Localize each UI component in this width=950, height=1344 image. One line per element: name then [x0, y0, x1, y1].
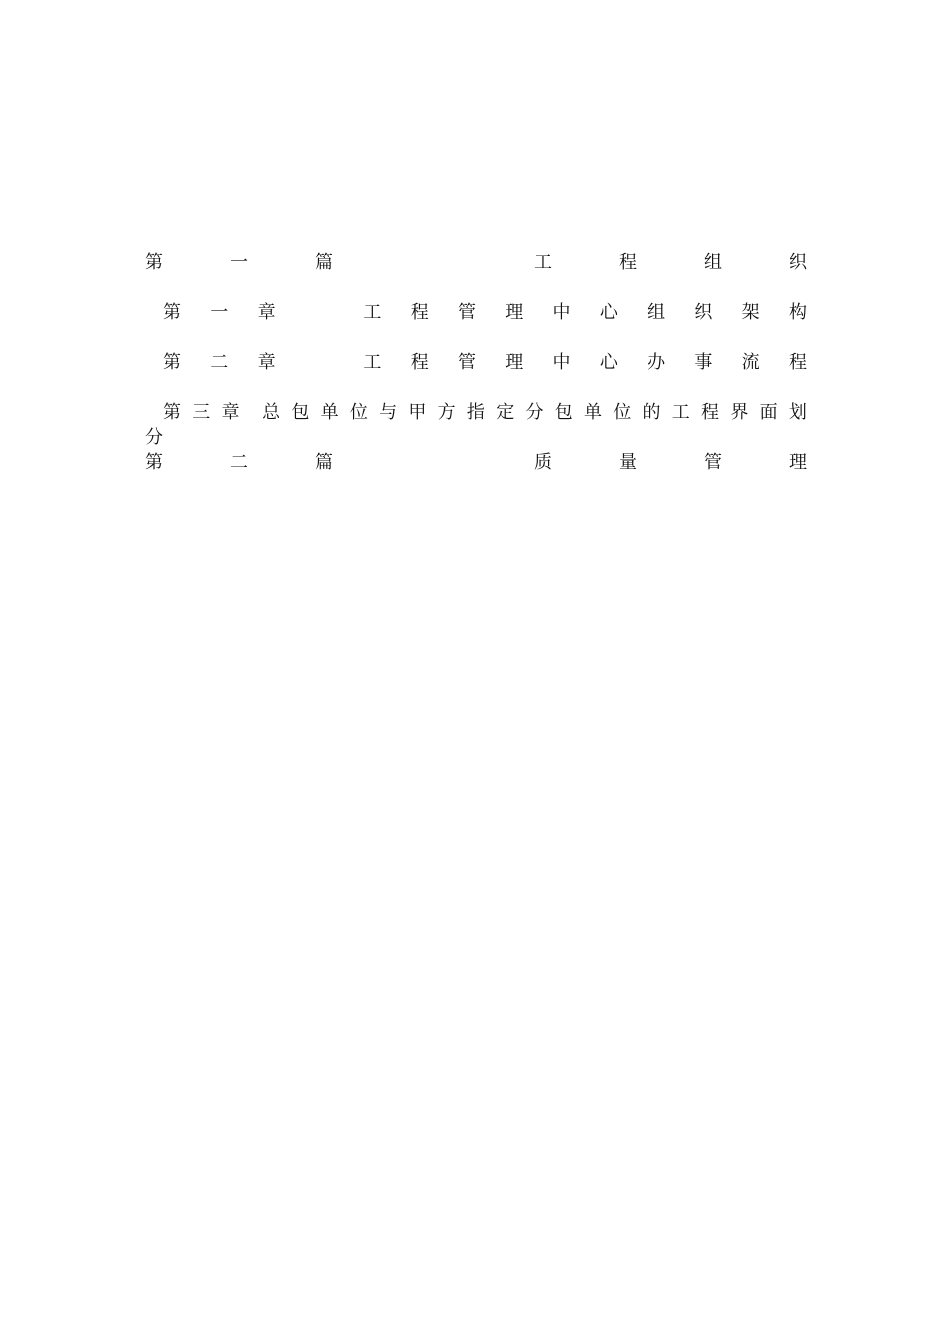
toc-chapter-1-3: 第 三 章 总 包 单 位 与 甲 方 指 定 分 包 单 位 的 工 程 界 面 划: [163, 402, 807, 423]
toc-chapter-1-1: 第 一 章 工 程 管 理 中 心 组 织 架 构: [163, 302, 807, 323]
toc-leader-chapter-1-3: 分: [145, 427, 163, 448]
toc-part-1: 第 一 篇 工 程 组 织: [145, 252, 807, 273]
toc-part-2: 第 二 篇 质 量 管 理: [145, 452, 807, 473]
toc-chapter-1-2: 第 二 章 工 程 管 理 中 心 办 事 流 程: [163, 352, 807, 373]
